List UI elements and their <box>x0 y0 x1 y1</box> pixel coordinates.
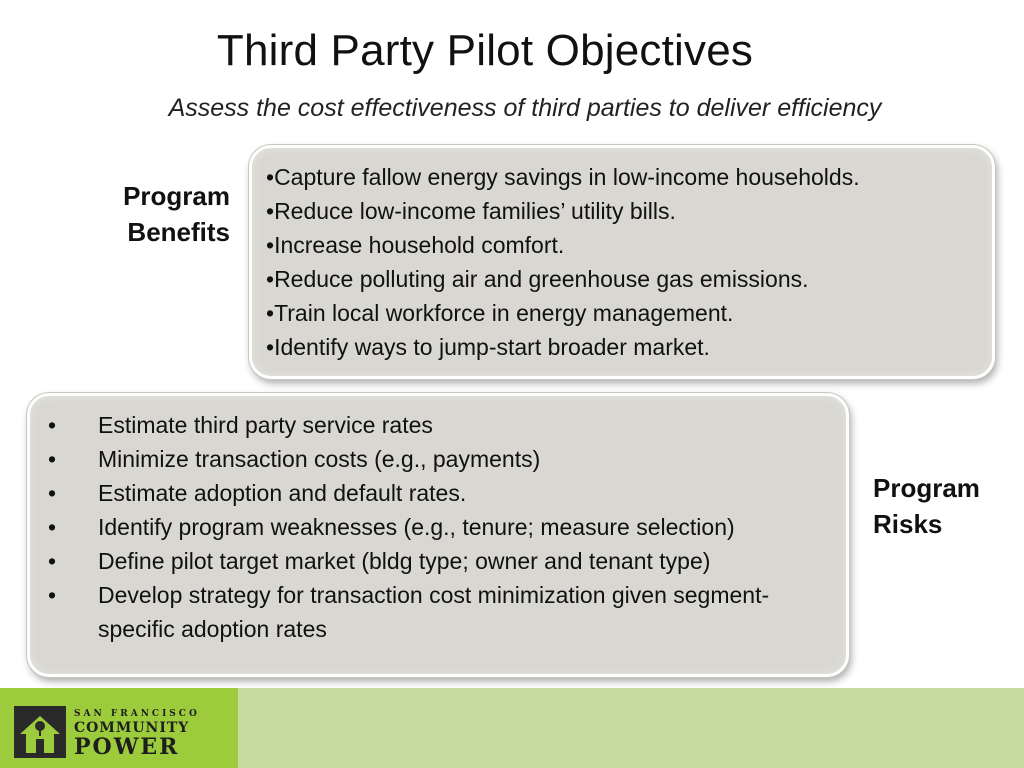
list-item-text: Estimate third party service rates <box>98 412 433 438</box>
list-item <box>42 408 834 442</box>
bullet-icon: • <box>48 412 57 438</box>
list-item-text: Develop strategy for transaction cost minimization given segment-specific adoption rates <box>98 582 770 642</box>
list-item-text: Define pilot target market (bldg type; owner and tenant type) <box>98 548 711 574</box>
logo-line3: POWER <box>74 734 180 760</box>
list-item: • Train local workforce in energy management. <box>266 296 982 330</box>
list-item <box>42 476 834 510</box>
list-item <box>42 510 834 544</box>
program-benefits-label-line2: Benefits <box>127 217 230 248</box>
bullet-icon: • <box>48 514 57 540</box>
program-benefits-label-line1: Program <box>123 181 230 211</box>
list-item-text: Identify program weaknesses (e.g., tenure; measure selection) <box>98 514 735 540</box>
logo-line2: COMMUNITY <box>74 720 190 736</box>
bullet-icon: • <box>48 582 57 608</box>
bullet-icon: • <box>48 548 57 574</box>
benefits-box <box>249 145 995 379</box>
list-item-text: Minimize transaction costs (e.g., payments) <box>98 446 541 472</box>
list-item: • Reduce low-income families’ utility bills. <box>266 194 982 228</box>
list-item <box>42 544 834 578</box>
logo-line1: SAN FRANCISCO <box>74 709 200 719</box>
risks-box <box>27 393 849 677</box>
program-risks-label <box>873 470 1013 543</box>
benefits-list <box>266 160 982 364</box>
footer-band <box>0 688 1024 768</box>
risks-list <box>42 408 834 646</box>
program-risks-label-line1: Program <box>873 473 980 503</box>
logo-wordmark <box>74 710 200 758</box>
list-item <box>42 442 834 476</box>
bullet-icon: • <box>48 480 57 506</box>
list-item: • Capture fallow energy savings in low-income households. <box>266 160 982 194</box>
list-item: • Reduce polluting air and greenhouse gas emissions. <box>266 262 982 296</box>
list-item: • Increase household comfort. <box>266 228 982 262</box>
slide-subtitle: Assess the cost effectiveness of third parties to deliver efficiency <box>168 94 882 122</box>
bullet-icon: • <box>48 446 57 472</box>
program-benefits-label <box>100 178 230 251</box>
logo-panel <box>0 688 238 768</box>
list-item: • Identify ways to jump-start broader market. <box>266 330 982 364</box>
program-risks-label-line2: Risks <box>873 509 943 540</box>
list-item <box>42 578 834 646</box>
house-tree-icon <box>14 706 66 758</box>
list-item-text: Estimate adoption and default rates. <box>98 480 467 506</box>
slide-title: Third Party Pilot Objectives <box>216 26 754 75</box>
